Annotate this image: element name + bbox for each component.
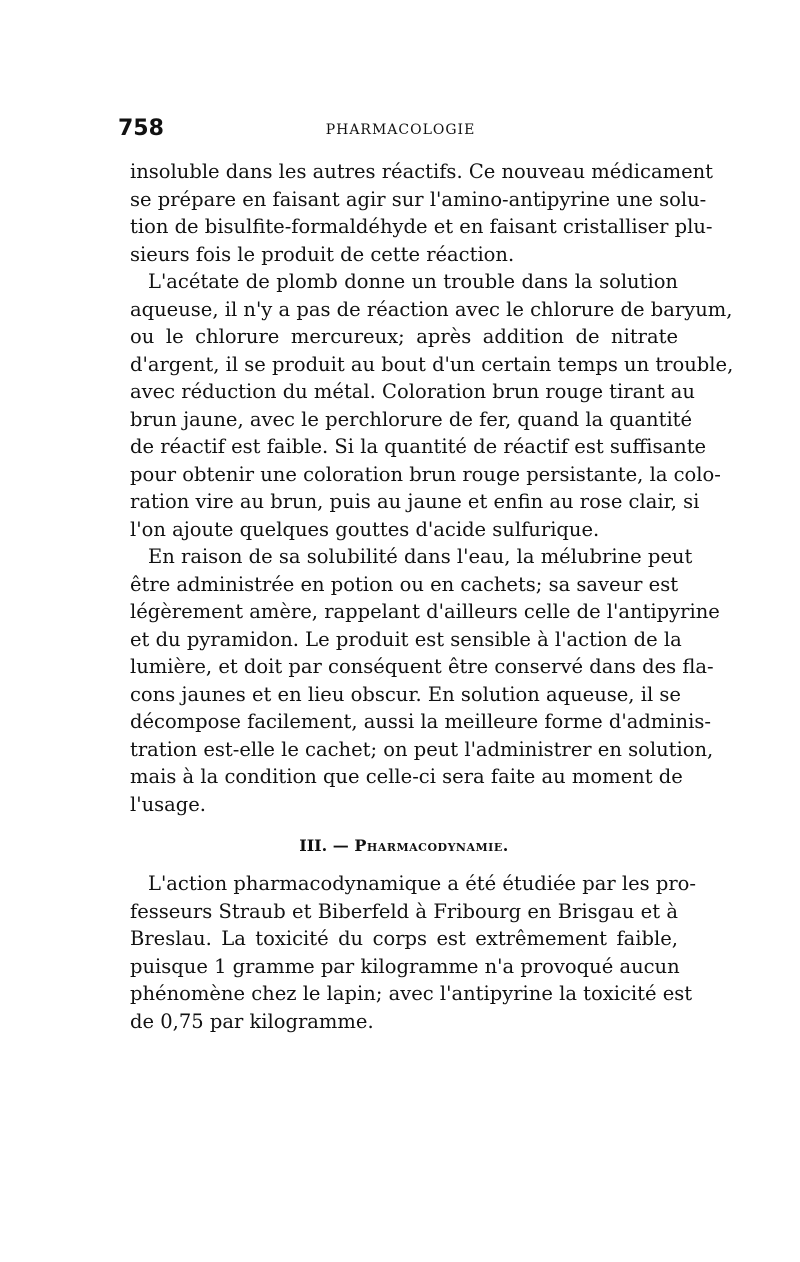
- text-line: de réactif est faible. Si la quantité de réactif est suffisante: [130, 435, 707, 458]
- text-line: légèrement amère, rappelant d'ailleurs celle de l'antipyrine: [130, 600, 720, 623]
- text-line: avec réduction du métal. Coloration brun rouge tirant au: [130, 380, 695, 403]
- text-line: Breslau. La toxicité du corps est extrêmement faible,: [130, 927, 678, 950]
- text-line: fesseurs Straub et Biberfeld à Fribourg en Brisgau et à: [130, 899, 678, 923]
- text-line: décompose facilement, aussi la meilleure forme d'adminis-: [130, 710, 711, 733]
- text-line: ration vire au brun, puis au jaune et enfin au rose clair, si: [130, 490, 700, 513]
- text-line: insoluble dans les autres réactifs. Ce nouveau médicament: [130, 160, 714, 183]
- text-line: et du pyramidon. Le produit est sensible à l'action de la: [130, 627, 682, 651]
- text-line: En raison de sa solubilité dans l'eau, la mélubrine peut: [148, 545, 693, 568]
- text-line: L'action pharmacodynamique a été étudiée par les pro-: [148, 872, 696, 895]
- text-line: sieurs fois le produit de cette réaction.: [130, 242, 515, 266]
- text-line: d'argent, il se produit au bout d'un certain temps un trouble,: [130, 352, 734, 376]
- text-line: puisque 1 gramme par kilogramme n'a provoqué aucun: [130, 954, 680, 978]
- body-text: [130, 158, 734, 1035]
- text-line: être administrée en potion ou en cachets; sa saveur est: [130, 572, 679, 596]
- text-line: tion de bisulfite-formaldéhyde et en faisant cristalliser plu-: [130, 215, 713, 238]
- text-line: L'acétate de plomb donne un trouble dans la solution: [148, 270, 678, 293]
- text-line: brun jaune, avec le perchlorure de fer, quand la quantité: [130, 407, 693, 431]
- section-title: Pharmacodynamie.: [354, 836, 509, 855]
- text-line: pour obtenir une coloration brun rouge persistante, la colo-: [130, 462, 721, 486]
- page-number: 758: [118, 116, 164, 141]
- text-line: phénomène chez le lapin; avec l'antipyrine la toxicité est: [130, 982, 693, 1005]
- running-head: PHARMACOLOGIE: [325, 122, 476, 138]
- text-line: aqueuse, il n'y a pas de réaction avec le chlorure de baryum,: [130, 297, 733, 321]
- paragraph: [130, 268, 734, 543]
- text-line: tration est-elle le cachet; on peut l'administrer en solution,: [130, 737, 714, 761]
- paragraph: [130, 543, 720, 818]
- page-header: [118, 116, 683, 146]
- paragraph: [130, 870, 696, 1035]
- text-line: de 0,75 par kilogramme.: [130, 1009, 374, 1033]
- text-line: cons jaunes et en lieu obscur. En solution aqueuse, il se: [130, 682, 681, 706]
- section-numeral: III. —: [299, 836, 349, 855]
- text-line: l'usage.: [130, 792, 207, 816]
- text-line: mais à la condition que celle-ci sera faite au moment de: [130, 765, 683, 788]
- text-line: l'on ajoute quelques gouttes d'acide sulfurique.: [130, 517, 600, 541]
- text-line: ou le chlorure mercureux; après addition de nitrate: [130, 325, 678, 348]
- paragraph: [130, 158, 714, 268]
- text-line: lumière, et doit par conséquent être conservé dans des fla-: [130, 655, 714, 678]
- section-heading: [130, 824, 678, 870]
- text-line: se prépare en faisant agir sur l'amino-antipyrine une solu-: [130, 187, 707, 211]
